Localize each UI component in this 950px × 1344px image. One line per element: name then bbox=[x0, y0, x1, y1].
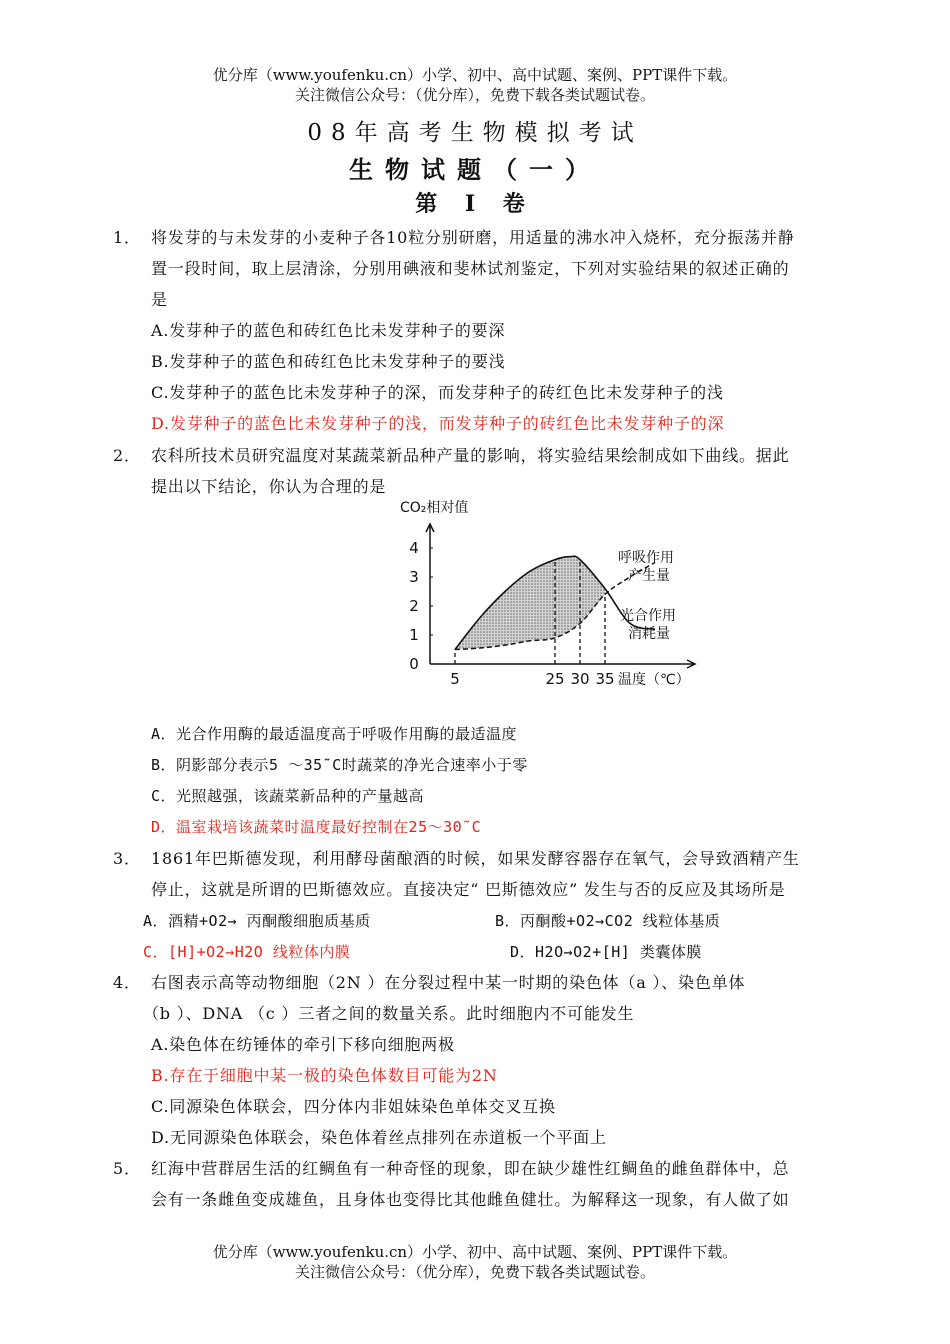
header-line-2: 关注微信公众号：（优分库），免费下载各类试题试卷。 bbox=[294, 86, 655, 104]
y-tick-label: 2 bbox=[409, 597, 419, 615]
q1-option-b: B.发芽种子的蓝色和砖红色比未发芽种子的要浅 bbox=[151, 352, 506, 371]
q4-number: 4． bbox=[113, 973, 141, 992]
shaded-region bbox=[455, 556, 605, 649]
q4-option-b-answer: B.存在于细胞中某一极的染色体数目可能为2N bbox=[151, 1066, 498, 1085]
y-tick-label: 3 bbox=[409, 568, 419, 586]
q2-option-a: A．光合作用酶的最适温度高于呼吸作用酶的最适温度 bbox=[151, 725, 518, 743]
q1-stem-line-2: 置一段时间，取上层清涂，分别用碘液和斐林试剂鉴定，下列对实验结果的叙述正确的 bbox=[151, 259, 790, 278]
q4-option-d: D.无同源染色体联会，染色体着丝点排列在赤道板一个平面上 bbox=[151, 1128, 607, 1147]
q2-option-d-answer: D．温室栽培该蔬菜时温度最好控制在25～30˜C bbox=[151, 818, 482, 836]
photosynthesis-label-line-2: 消耗量 bbox=[628, 626, 670, 642]
q3-option-b: B．丙酮酸+O2→CO2 线粒体基质 bbox=[495, 912, 721, 930]
y-tick-label: 0 bbox=[409, 655, 419, 673]
x-tick-label: 35 bbox=[595, 670, 615, 688]
q3-number: 3． bbox=[113, 849, 141, 868]
q4-option-c: C.同源染色体联会，四分体内非姐妹染色单体交叉互换 bbox=[151, 1097, 556, 1116]
q2-stem-line-2: 提出以下结论，你认为合理的是 bbox=[151, 477, 387, 496]
q2-option-b: B．阴影部分表示5 ～35˜C时蔬菜的净光合速率小于零 bbox=[151, 756, 528, 774]
exam-subtitle: 生物试题（一） bbox=[349, 155, 601, 184]
q4-stem-line-1: 右图表示高等动物细胞（2N ）在分裂过程中某一时期的染色体（a ）、染色单体 bbox=[151, 973, 746, 992]
q3-option-a: A．酒精+O2→ 丙酮酸细胞质基质 bbox=[143, 912, 371, 930]
exam-title: 08年高考生物模拟考试 bbox=[307, 120, 643, 146]
q1-stem-line-1: 将发芽的与未发芽的小麦种子各10粒分别研磨，用适量的沸水冲入烧杯，充分振荡并静 bbox=[151, 228, 795, 247]
q5-stem-line-2: 会有一条雌鱼变成雄鱼，且身体也变得比其他雌鱼健壮。为解释这一现象，有人做了如 bbox=[151, 1190, 790, 1209]
q1-option-d-answer: D.发芽种子的蓝色比未发芽种子的浅，而发芽种子的砖红色比未发芽种子的深 bbox=[151, 414, 725, 433]
q4-stem-line-2: （b ）、DNA （c ）三者之间的数量关系。此时细胞内不可能发生 bbox=[143, 1004, 635, 1023]
photosynthesis-label-line-1: 光合作用 bbox=[620, 608, 676, 624]
respiration-label-line-1: 呼吸作用 bbox=[618, 550, 674, 566]
q3-stem-line-1: 1861年巴斯德发现，利用酵母菌酿酒的时候，如果发酵容器存在氧气，会导致酒精产生 bbox=[151, 849, 800, 868]
q5-stem-line-1: 红海中营群居生活的红鲷鱼有一种奇怪的现象，即在缺少雄性红鲷鱼的雌鱼群体中，总 bbox=[151, 1159, 790, 1178]
chart-x-label: 温度（℃） bbox=[618, 672, 690, 688]
x-tick-label: 5 bbox=[450, 670, 460, 688]
q1-option-a: A.发芽种子的蓝色和砖红色比未发芽种子的要深 bbox=[151, 321, 506, 340]
y-tick-label: 4 bbox=[409, 539, 419, 557]
x-tick-label: 25 bbox=[545, 670, 565, 688]
y-tick-label: 1 bbox=[409, 626, 419, 644]
q4-option-a: A.染色体在纺锤体的牵引下移向细胞两极 bbox=[151, 1035, 455, 1054]
respiration-label-line-2: 产生量 bbox=[628, 568, 670, 584]
q3-stem-line-2: 停止，这就是所谓的巴斯德效应。直接决定“ 巴斯德效应” 发生与否的反应及其场所是 bbox=[151, 880, 786, 899]
footer-line-2: 关注微信公众号：（优分库），免费下载各类试题试卷。 bbox=[294, 1263, 655, 1281]
q1-number: 1． bbox=[113, 228, 141, 247]
q5-number: 5． bbox=[113, 1159, 141, 1178]
chart-y-label: CO₂相对值 bbox=[400, 500, 469, 516]
co2-temperature-chart bbox=[390, 496, 710, 696]
x-tick-label: 30 bbox=[570, 670, 590, 688]
q2-stem-line-1: 农科所技术员研究温度对某蔬菜新品种产量的影响，将实验结果绘制成如下曲线。据此 bbox=[151, 446, 790, 465]
q2-option-c: C．光照越强，该蔬菜新品种的产量越高 bbox=[151, 787, 425, 805]
volume-title: 第 I 卷 bbox=[415, 191, 535, 217]
q2-number: 2． bbox=[113, 446, 141, 465]
header-line-1: 优分库（www.youfenku.cn）小学、初中、高中试题、案例、PPT课件下载。 bbox=[212, 66, 738, 84]
q3-option-c-answer: C．[H]+O2→H2O 线粒体内膜 bbox=[143, 943, 351, 961]
q1-option-c: C.发芽种子的蓝色比未发芽种子的深，而发芽种子的砖红色比未发芽种子的浅 bbox=[151, 383, 724, 402]
q1-stem-line-3: 是 bbox=[151, 290, 168, 309]
footer-line-1: 优分库（www.youfenku.cn）小学、初中、高中试题、案例、PPT课件下载。 bbox=[212, 1243, 738, 1261]
q3-option-d: D．H2O→O2+[H] 类囊体膜 bbox=[510, 943, 702, 961]
